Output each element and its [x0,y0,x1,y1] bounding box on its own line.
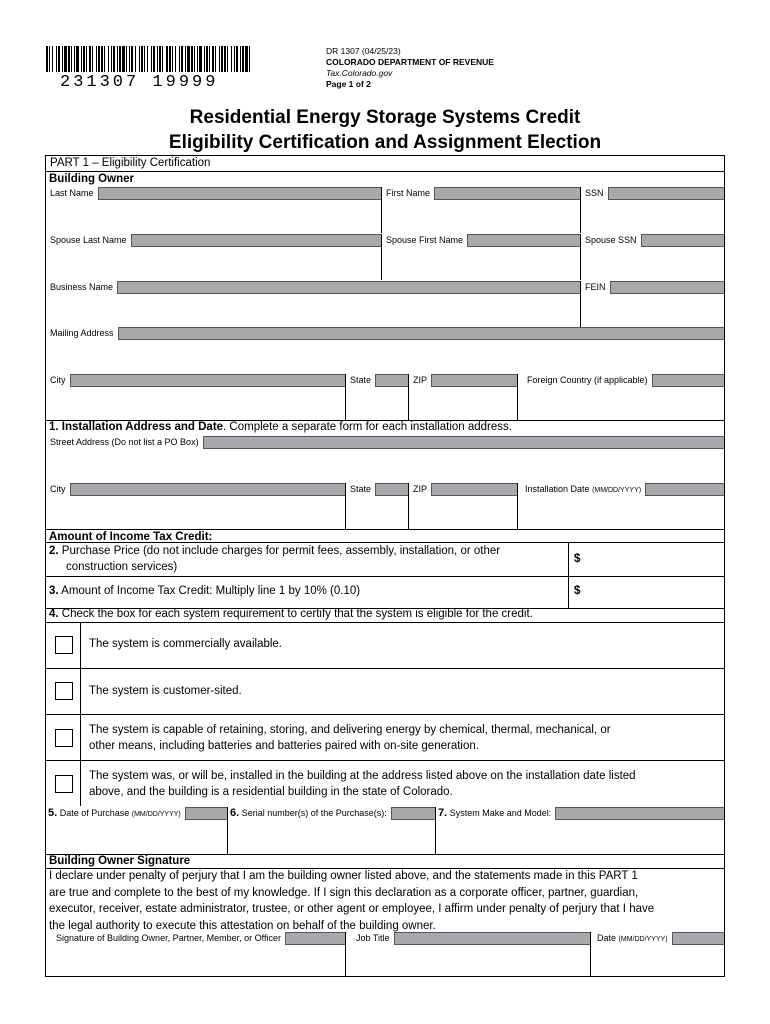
signature-heading: Building Owner Signature [49,855,191,867]
requirement-3-line-2: other means, including batteries and batteries paired with on-site generation. [89,740,479,752]
requirement-4-line-1: The system was, or will be, installed in the building at the address listed above on the installation date listed [89,770,636,782]
serial-number-label: 6. Serial number(s) of the Purchase(s): [227,807,392,820]
state-label: State [345,374,376,387]
install-city-field[interactable] [48,497,343,528]
form-id: DR 1307 (04/25/23) [326,46,401,56]
foreign-country-label: Foreign Country (if applicable) [517,374,653,387]
title-line-2: Eligibility Certification and Assignment Election [168,132,602,153]
line4-text: 4. Check the box for each system requirement to certify that the system is eligible for the credit. [49,608,533,620]
zip-label: ZIP [408,374,432,387]
residential-installation-checkbox[interactable] [55,775,73,793]
energy-storage-capable-checkbox[interactable] [55,729,73,747]
signature-date-label: Date (MM/DD/YYYY) [590,932,673,945]
date-of-purchase-field[interactable] [48,821,225,853]
install-state-field[interactable] [347,497,406,528]
mailing-address-label: Mailing Address [46,327,119,340]
install-zip-field[interactable] [410,497,515,528]
install-state-label: State [345,483,376,496]
last-name-label: Last Name [46,187,99,200]
job-title-field[interactable] [347,946,588,976]
department-name: COLORADO DEPARTMENT OF REVENUE [326,57,494,67]
serial-number-field[interactable] [229,821,433,853]
line3-dollar-sign: $ [574,585,581,597]
spouse-first-name-field[interactable] [383,248,578,279]
date-of-purchase-label: 5. Date of Purchase (MM/DD/YYYY) [46,807,186,820]
first-name-field[interactable] [383,201,578,232]
requirement-1-text: The system is commercially available. [89,638,283,650]
perjury-declaration: I declare under penalty of perjury that I am the building owner listed above, and the statements made in this PART 1 are true and complete to the best of my knowledge. If I sign this declaration as a corporate officer, partner, guardian, executor, receiver, estate administrator, trustee, or other agent or employee, I affirm under penalty of perjury that I have the legal authority to execute this attestation on behalf of the building owner. [49,870,655,932]
commercially-available-checkbox[interactable] [55,636,73,654]
line2-dollar-sign: $ [574,553,581,565]
spouse-ssn-field[interactable] [582,248,722,279]
installation-heading: 1. Installation Address and Date. Complete a separate form for each installation address. [49,421,512,433]
website[interactable]: Tax.Colorado.gov [326,68,393,78]
system-make-model-label: 7. System Make and Model: [435,807,556,820]
line2-text-a: 2. Purchase Price (do not include charges for permit fees, assembly, installation, or other [49,545,501,557]
signature-label: Signature of Building Owner, Partner, Member, or Officer [46,932,286,945]
job-title-label: Job Title [345,932,395,945]
form-title [0,105,770,155]
requirement-2-text: The system is customer-sited. [89,685,242,697]
signature-field[interactable] [48,946,343,976]
barcode [46,46,252,72]
first-name-label: First Name [381,187,435,200]
part1-heading: PART 1 – Eligibility Certification [50,157,211,169]
install-zip-label: ZIP [408,483,432,496]
customer-sited-checkbox[interactable] [55,682,73,700]
line3-text: 3. Amount of Income Tax Credit: Multiply line 1 by 10% (0.10) [49,585,361,597]
requirement-3-line-1: The system is capable of retaining, storing, and delivering energy by chemical, thermal, mechanical, or [89,724,611,736]
foreign-country-field[interactable] [519,388,722,419]
install-date-label: Installation Date (MM/DD/YYYY) [517,483,646,496]
city-field[interactable] [48,388,343,419]
page-number: Page 1 of 2 [326,79,371,89]
zip-field[interactable] [410,388,515,419]
business-name-field[interactable] [48,295,578,326]
install-date-field[interactable] [519,497,722,528]
install-city-label: City [46,483,71,496]
credit-heading: Amount of Income Tax Credit: [49,531,213,543]
spouse-ssn-label: Spouse SSN [580,234,642,247]
eligibility-form [45,155,725,977]
spouse-last-name-field[interactable] [48,248,379,279]
fein-field[interactable] [582,295,722,326]
building-owner-heading: Building Owner [49,173,134,185]
barcode-number: 231307 19999 [60,73,219,92]
system-make-model-field[interactable] [437,821,722,853]
street-address-label: Street Address (Do not list a PO Box) [46,436,204,449]
spouse-first-name-label: Spouse First Name [381,234,468,247]
state-field[interactable] [347,388,406,419]
title-line-1: Residential Energy Storage Systems Credit [189,107,581,128]
last-name-field[interactable] [48,201,379,232]
ssn-label: SSN [580,187,609,200]
signature-date-field[interactable] [592,946,722,976]
purchase-price-field[interactable] [584,544,722,575]
fein-label: FEIN [580,281,611,294]
spouse-last-name-label: Spouse Last Name [46,234,132,247]
line2-text-b: construction services) [66,561,178,573]
mailing-address-field[interactable] [48,341,722,372]
credit-amount-field[interactable] [584,578,722,607]
business-name-label: Business Name [46,281,118,294]
form-header [326,46,494,90]
street-address-field[interactable] [48,450,722,481]
city-label: City [46,374,71,387]
ssn-field[interactable] [582,201,722,232]
requirement-4-line-2: above, and the building is a residential building in the state of Colorado. [89,786,453,798]
